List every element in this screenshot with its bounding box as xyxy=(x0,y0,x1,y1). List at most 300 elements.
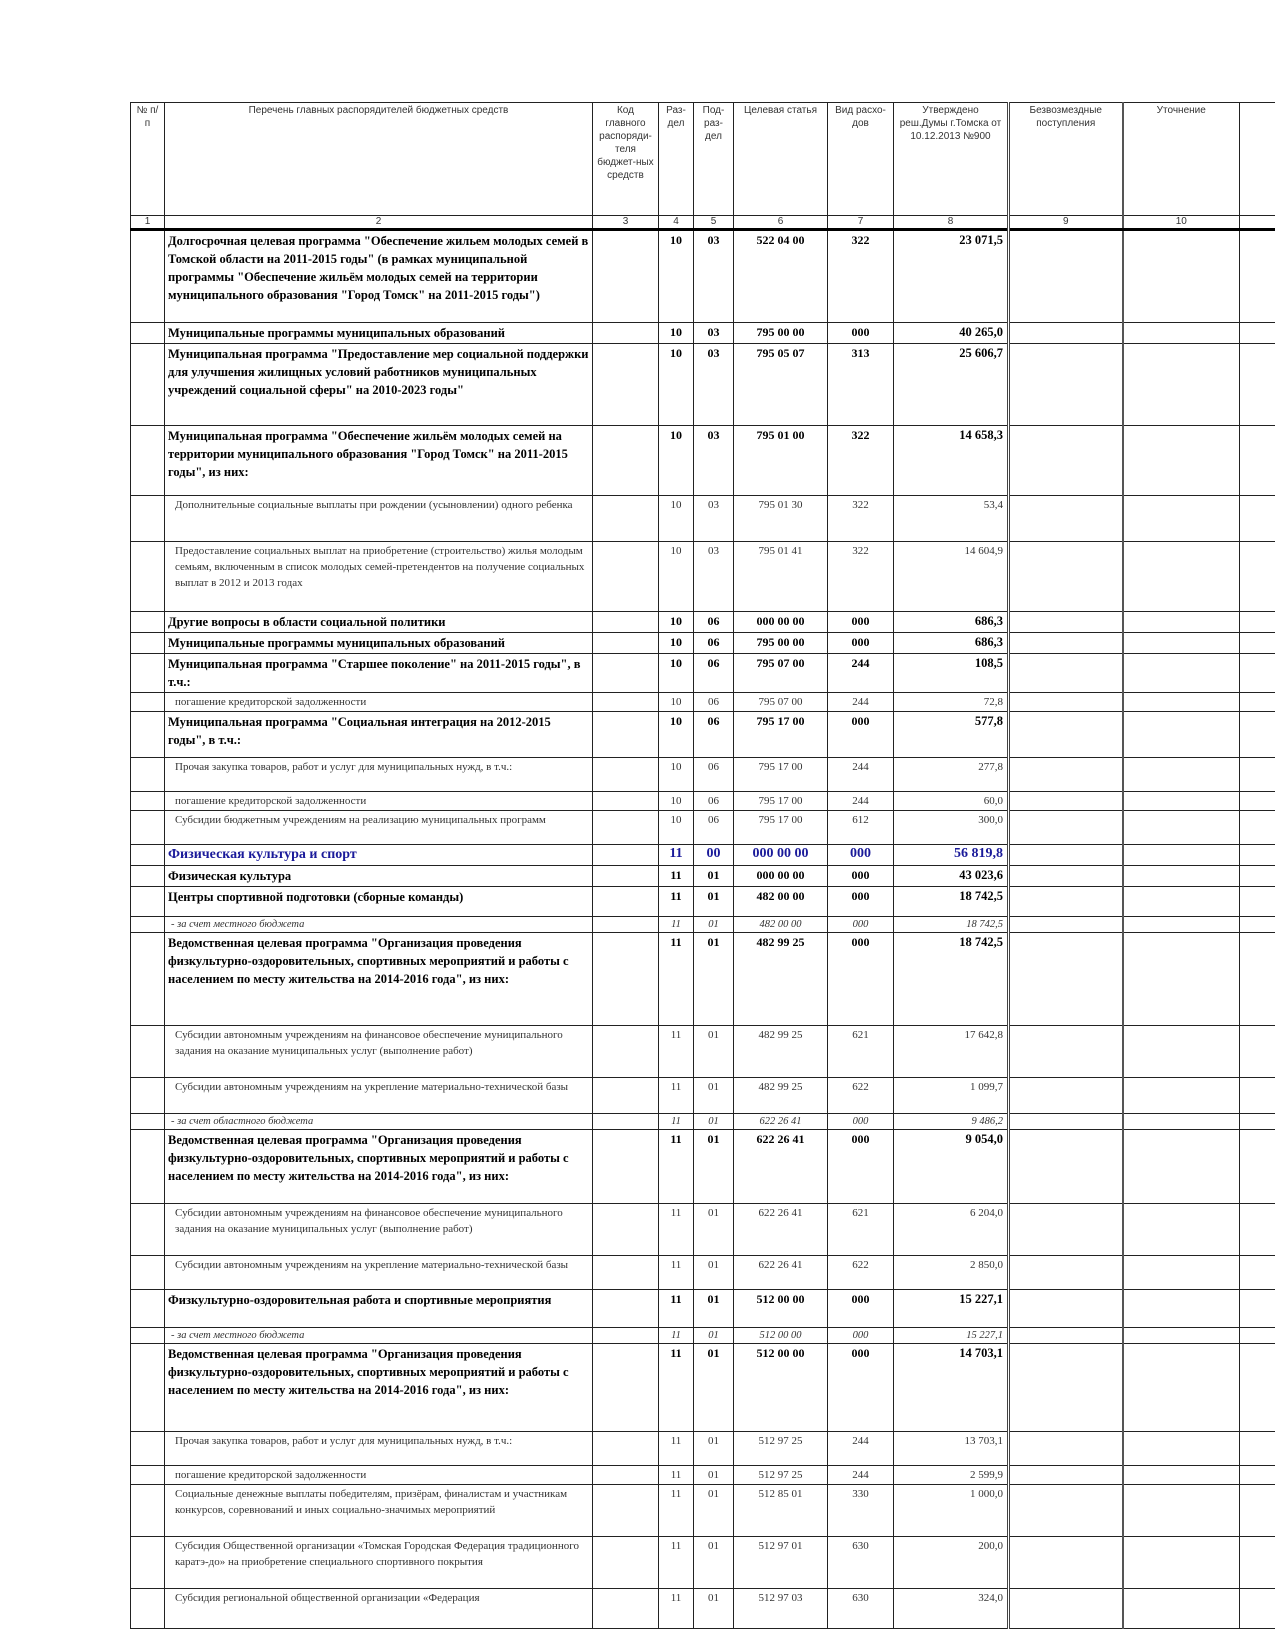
row-extra xyxy=(1240,1466,1275,1485)
column-number: 8 xyxy=(894,216,1009,230)
row-clarification xyxy=(1123,1130,1240,1204)
row-razdel: 11 xyxy=(659,1290,694,1328)
row-vid: 322 xyxy=(828,230,894,323)
row-clarification xyxy=(1123,496,1240,542)
column-number-row xyxy=(131,216,1275,230)
row-name: Дополнительные социальные выплаты при рождении (усыновлении) одного ребенка xyxy=(165,496,593,542)
row-grants xyxy=(1009,496,1123,542)
row-extra xyxy=(1240,712,1275,758)
row-podrazdel: 01 xyxy=(694,1256,734,1290)
row-amount: 60,0 xyxy=(894,792,1009,811)
row-extra xyxy=(1240,693,1275,712)
column-number: 9 xyxy=(1009,216,1123,230)
header-razdel: Раз-дел xyxy=(659,103,694,216)
row-podrazdel: 06 xyxy=(694,693,734,712)
row-razdel: 11 xyxy=(659,1078,694,1114)
row-target: 795 17 00 xyxy=(734,811,828,845)
row-name: Муниципальная программа "Социальная интеграция на 2012-2015 годы", в т.ч.: xyxy=(165,712,593,758)
row-amount: 1 000,0 xyxy=(894,1485,1009,1537)
table-row xyxy=(131,1290,1275,1328)
row-clarification xyxy=(1123,1328,1240,1344)
row-grants xyxy=(1009,1485,1123,1537)
budget-table xyxy=(130,102,1275,1629)
row-razdel: 10 xyxy=(659,542,694,612)
row-amount: 17 642,8 xyxy=(894,1026,1009,1078)
row-admin-code xyxy=(593,1537,659,1589)
row-target: 622 26 41 xyxy=(734,1114,828,1130)
row-grants xyxy=(1009,1130,1123,1204)
row-extra xyxy=(1240,1114,1275,1130)
row-vid: 322 xyxy=(828,542,894,612)
row-target: 512 00 00 xyxy=(734,1290,828,1328)
row-number xyxy=(131,1466,165,1485)
header-target: Целевая статья xyxy=(734,103,828,216)
row-target: 795 17 00 xyxy=(734,792,828,811)
row-admin-code xyxy=(593,654,659,693)
row-podrazdel: 03 xyxy=(694,323,734,344)
row-razdel: 11 xyxy=(659,1204,694,1256)
row-name: Субсидия Общественной организации «Томская Городская Федерация традиционного каратэ-до» на приобретение специального спортивного покрытия xyxy=(165,1537,593,1589)
row-number xyxy=(131,542,165,612)
row-name: Субсидии автономным учреждениям на укрепление материально-технической базы xyxy=(165,1256,593,1290)
row-amount: 72,8 xyxy=(894,693,1009,712)
row-grants xyxy=(1009,811,1123,845)
row-number xyxy=(131,1432,165,1466)
row-amount: 18 742,5 xyxy=(894,887,1009,917)
row-target: 622 26 41 xyxy=(734,1256,828,1290)
row-name: Муниципальная программа "Старшее поколение" на 2011-2015 годы", в т.ч.: xyxy=(165,654,593,693)
row-clarification xyxy=(1123,1432,1240,1466)
row-vid: 621 xyxy=(828,1204,894,1256)
row-clarification xyxy=(1123,887,1240,917)
row-target: 795 00 00 xyxy=(734,633,828,654)
row-number xyxy=(131,1078,165,1114)
header-number: № п/п xyxy=(131,103,165,216)
row-number xyxy=(131,633,165,654)
row-number xyxy=(131,811,165,845)
row-grants xyxy=(1009,866,1123,887)
table-row xyxy=(131,1432,1275,1466)
row-number xyxy=(131,344,165,426)
row-admin-code xyxy=(593,866,659,887)
row-amount: 18 742,5 xyxy=(894,917,1009,933)
row-admin-code xyxy=(593,792,659,811)
row-extra xyxy=(1240,496,1275,542)
row-vid: 244 xyxy=(828,693,894,712)
row-target: 512 97 25 xyxy=(734,1466,828,1485)
row-number xyxy=(131,933,165,1026)
row-extra xyxy=(1240,1130,1275,1204)
row-extra xyxy=(1240,654,1275,693)
row-podrazdel: 01 xyxy=(694,1130,734,1204)
row-number xyxy=(131,1328,165,1344)
row-target: 622 26 41 xyxy=(734,1130,828,1204)
row-podrazdel: 03 xyxy=(694,344,734,426)
row-vid: 000 xyxy=(828,1290,894,1328)
column-number: 4 xyxy=(659,216,694,230)
row-vid: 000 xyxy=(828,1130,894,1204)
row-extra xyxy=(1240,758,1275,792)
row-target: 795 00 00 xyxy=(734,323,828,344)
row-target: 795 05 07 xyxy=(734,344,828,426)
row-admin-code xyxy=(593,1256,659,1290)
row-amount: 15 227,1 xyxy=(894,1290,1009,1328)
row-razdel: 11 xyxy=(659,933,694,1026)
row-number xyxy=(131,845,165,866)
row-razdel: 10 xyxy=(659,426,694,496)
row-number xyxy=(131,1290,165,1328)
table-row xyxy=(131,866,1275,887)
row-vid: 000 xyxy=(828,866,894,887)
column-number: 2 xyxy=(165,216,593,230)
row-number xyxy=(131,758,165,792)
table-row xyxy=(131,323,1275,344)
table-row xyxy=(131,1130,1275,1204)
row-extra xyxy=(1240,1290,1275,1328)
row-clarification xyxy=(1123,323,1240,344)
row-grants xyxy=(1009,426,1123,496)
row-clarification xyxy=(1123,811,1240,845)
row-razdel: 11 xyxy=(659,1114,694,1130)
row-extra xyxy=(1240,1078,1275,1114)
row-number xyxy=(131,1026,165,1078)
row-target: 000 00 00 xyxy=(734,612,828,633)
row-target: 482 99 25 xyxy=(734,1026,828,1078)
row-target: 795 01 30 xyxy=(734,496,828,542)
row-podrazdel: 06 xyxy=(694,633,734,654)
row-grants xyxy=(1009,323,1123,344)
row-vid: 000 xyxy=(828,712,894,758)
row-amount: 324,0 xyxy=(894,1589,1009,1629)
row-number xyxy=(131,1256,165,1290)
row-razdel: 10 xyxy=(659,792,694,811)
row-razdel: 11 xyxy=(659,1328,694,1344)
table-row xyxy=(131,542,1275,612)
row-razdel: 11 xyxy=(659,917,694,933)
row-grants xyxy=(1009,344,1123,426)
row-target: 795 17 00 xyxy=(734,758,828,792)
row-name: Муниципальные программы муниципальных образований xyxy=(165,323,593,344)
row-number xyxy=(131,1204,165,1256)
row-clarification xyxy=(1123,1485,1240,1537)
row-grants xyxy=(1009,1290,1123,1328)
row-razdel: 11 xyxy=(659,1130,694,1204)
row-amount: 43 023,6 xyxy=(894,866,1009,887)
row-vid: 244 xyxy=(828,1466,894,1485)
row-name: Долгосрочная целевая программа "Обеспечение жильем молодых семей в Томской области на 2011-2015 годы" (в рамках муниципальной программы "Обеспечение жильём молодых семей на территории муниципального образования "Город Томск" на 2011-2015 годы") xyxy=(165,230,593,323)
row-grants xyxy=(1009,612,1123,633)
row-number xyxy=(131,1114,165,1130)
row-vid: 622 xyxy=(828,1256,894,1290)
row-admin-code xyxy=(593,542,659,612)
row-number xyxy=(131,866,165,887)
row-podrazdel: 01 xyxy=(694,1204,734,1256)
row-target: 795 17 00 xyxy=(734,712,828,758)
header-vid: Вид расхо-дов xyxy=(828,103,894,216)
row-razdel: 10 xyxy=(659,496,694,542)
row-podrazdel: 01 xyxy=(694,1485,734,1537)
table-row xyxy=(131,230,1275,323)
row-vid: 244 xyxy=(828,1432,894,1466)
row-vid: 000 xyxy=(828,845,894,866)
table-row xyxy=(131,792,1275,811)
row-podrazdel: 01 xyxy=(694,917,734,933)
row-extra xyxy=(1240,1432,1275,1466)
row-grants xyxy=(1009,230,1123,323)
row-admin-code xyxy=(593,1328,659,1344)
row-clarification xyxy=(1123,712,1240,758)
row-razdel: 10 xyxy=(659,811,694,845)
row-vid: 244 xyxy=(828,792,894,811)
row-grants xyxy=(1009,845,1123,866)
row-name: погашение кредиторской задолженности xyxy=(165,1466,593,1485)
row-extra xyxy=(1240,1204,1275,1256)
row-clarification xyxy=(1123,426,1240,496)
row-name: Субсидии автономным учреждениям на укрепление материально-технической базы xyxy=(165,1078,593,1114)
row-target: 795 07 00 xyxy=(734,654,828,693)
row-clarification xyxy=(1123,1589,1240,1629)
row-grants xyxy=(1009,1432,1123,1466)
row-name: Физическая культура и спорт xyxy=(165,845,593,866)
column-number: 1 xyxy=(131,216,165,230)
row-amount: 14 703,1 xyxy=(894,1344,1009,1432)
row-admin-code xyxy=(593,612,659,633)
row-clarification xyxy=(1123,633,1240,654)
row-extra xyxy=(1240,1256,1275,1290)
row-grants xyxy=(1009,1204,1123,1256)
row-name: погашение кредиторской задолженности xyxy=(165,792,593,811)
row-grants xyxy=(1009,1344,1123,1432)
row-name: Ведомственная целевая программа "Организация проведения физкультурно-оздоровительных, спортивных мероприятий и работы с населением по месту жительства на 2014-2016 года", из них: xyxy=(165,933,593,1026)
column-number-extra xyxy=(1240,216,1275,230)
row-amount: 277,8 xyxy=(894,758,1009,792)
row-grants xyxy=(1009,887,1123,917)
row-clarification xyxy=(1123,1114,1240,1130)
row-number xyxy=(131,917,165,933)
row-target: 512 97 01 xyxy=(734,1537,828,1589)
row-podrazdel: 03 xyxy=(694,496,734,542)
row-podrazdel: 01 xyxy=(694,1114,734,1130)
row-number xyxy=(131,792,165,811)
row-name: Субсидии автономным учреждениям на финансовое обеспечение муниципального задания на оказание муниципальных услуг (выполнение работ) xyxy=(165,1204,593,1256)
row-vid: 322 xyxy=(828,496,894,542)
row-admin-code xyxy=(593,811,659,845)
row-admin-code xyxy=(593,1432,659,1466)
row-clarification xyxy=(1123,693,1240,712)
row-amount: 15 227,1 xyxy=(894,1328,1009,1344)
row-amount: 14 604,9 xyxy=(894,542,1009,612)
row-podrazdel: 00 xyxy=(694,845,734,866)
row-grants xyxy=(1009,1589,1123,1629)
row-clarification xyxy=(1123,542,1240,612)
row-razdel: 10 xyxy=(659,712,694,758)
row-number xyxy=(131,1537,165,1589)
row-amount: 108,5 xyxy=(894,654,1009,693)
row-extra xyxy=(1240,1485,1275,1537)
row-grants xyxy=(1009,758,1123,792)
row-amount: 40 265,0 xyxy=(894,323,1009,344)
table-row xyxy=(131,1344,1275,1432)
row-admin-code xyxy=(593,845,659,866)
row-number xyxy=(131,230,165,323)
row-razdel: 11 xyxy=(659,1256,694,1290)
row-grants xyxy=(1009,633,1123,654)
row-admin-code xyxy=(593,323,659,344)
table-row xyxy=(131,758,1275,792)
table-row xyxy=(131,1078,1275,1114)
row-amount: 18 742,5 xyxy=(894,933,1009,1026)
row-razdel: 10 xyxy=(659,758,694,792)
row-name: Другие вопросы в области социальной политики xyxy=(165,612,593,633)
row-clarification xyxy=(1123,792,1240,811)
row-amount: 6 204,0 xyxy=(894,1204,1009,1256)
header-grants: Безвозмездные поступления xyxy=(1009,103,1123,216)
row-vid: 621 xyxy=(828,1026,894,1078)
row-name: Физкультурно-оздоровительная работа и спортивные мероприятия xyxy=(165,1290,593,1328)
row-razdel: 10 xyxy=(659,344,694,426)
row-target: 482 00 00 xyxy=(734,917,828,933)
header-code: Код главного распоряди-теля бюджет-ных средств xyxy=(593,103,659,216)
row-admin-code xyxy=(593,1589,659,1629)
row-razdel: 10 xyxy=(659,633,694,654)
row-razdel: 11 xyxy=(659,1589,694,1629)
row-extra xyxy=(1240,792,1275,811)
table-row xyxy=(131,1537,1275,1589)
row-amount: 2 850,0 xyxy=(894,1256,1009,1290)
row-admin-code xyxy=(593,917,659,933)
table-row xyxy=(131,845,1275,866)
row-vid: 244 xyxy=(828,654,894,693)
row-name: Субсидии бюджетным учреждениям на реализацию муниципальных программ xyxy=(165,811,593,845)
row-extra xyxy=(1240,542,1275,612)
row-amount: 9 486,2 xyxy=(894,1114,1009,1130)
row-extra xyxy=(1240,887,1275,917)
row-extra xyxy=(1240,1328,1275,1344)
row-amount: 300,0 xyxy=(894,811,1009,845)
row-name: Муниципальная программа "Обеспечение жильём молодых семей на территории муниципального образования "Город Томск" на 2011-2015 годы", из них: xyxy=(165,426,593,496)
row-vid: 630 xyxy=(828,1589,894,1629)
row-grants xyxy=(1009,712,1123,758)
row-number xyxy=(131,1344,165,1432)
row-razdel: 11 xyxy=(659,1537,694,1589)
row-podrazdel: 01 xyxy=(694,887,734,917)
row-vid: 000 xyxy=(828,917,894,933)
row-podrazdel: 01 xyxy=(694,1537,734,1589)
row-podrazdel: 01 xyxy=(694,1078,734,1114)
row-vid: 622 xyxy=(828,1078,894,1114)
row-podrazdel: 03 xyxy=(694,426,734,496)
row-vid: 000 xyxy=(828,1344,894,1432)
row-name: Субсидии автономным учреждениям на финансовое обеспечение муниципального задания на оказание муниципальных услуг (выполнение работ) xyxy=(165,1026,593,1078)
column-number: 7 xyxy=(828,216,894,230)
row-clarification xyxy=(1123,654,1240,693)
row-extra xyxy=(1240,1537,1275,1589)
row-clarification xyxy=(1123,344,1240,426)
row-clarification xyxy=(1123,230,1240,323)
row-vid: 322 xyxy=(828,426,894,496)
row-podrazdel: 06 xyxy=(694,792,734,811)
row-podrazdel: 06 xyxy=(694,654,734,693)
row-admin-code xyxy=(593,633,659,654)
row-amount: 9 054,0 xyxy=(894,1130,1009,1204)
row-clarification xyxy=(1123,758,1240,792)
row-vid: 630 xyxy=(828,1537,894,1589)
row-number xyxy=(131,1130,165,1204)
row-podrazdel: 06 xyxy=(694,712,734,758)
row-name: Ведомственная целевая программа "Организация проведения физкультурно-оздоровительных, спортивных мероприятий и работы с населением по месту жительства на 2014-2016 года", из них: xyxy=(165,1344,593,1432)
row-name: Центры спортивной подготовки (сборные команды) xyxy=(165,887,593,917)
row-admin-code xyxy=(593,1114,659,1130)
row-name: погашение кредиторской задолженности xyxy=(165,693,593,712)
row-target: 482 99 25 xyxy=(734,1078,828,1114)
row-amount: 2 599,9 xyxy=(894,1466,1009,1485)
row-name: - за счет областного бюджета xyxy=(165,1114,593,1130)
row-podrazdel: 01 xyxy=(694,1432,734,1466)
row-target: 000 00 00 xyxy=(734,866,828,887)
row-admin-code xyxy=(593,1078,659,1114)
table-header-row xyxy=(131,103,1275,216)
row-podrazdel: 01 xyxy=(694,1026,734,1078)
table-row xyxy=(131,654,1275,693)
table-row xyxy=(131,1204,1275,1256)
row-admin-code xyxy=(593,1204,659,1256)
row-extra xyxy=(1240,1589,1275,1629)
row-extra xyxy=(1240,344,1275,426)
table-row xyxy=(131,811,1275,845)
row-amount: 686,3 xyxy=(894,633,1009,654)
row-admin-code xyxy=(593,887,659,917)
row-target: 512 97 03 xyxy=(734,1589,828,1629)
row-admin-code xyxy=(593,1344,659,1432)
row-vid: 330 xyxy=(828,1485,894,1537)
row-number xyxy=(131,426,165,496)
row-razdel: 10 xyxy=(659,230,694,323)
row-extra xyxy=(1240,1344,1275,1432)
row-extra xyxy=(1240,1026,1275,1078)
row-name: Физическая культура xyxy=(165,866,593,887)
table-row xyxy=(131,1466,1275,1485)
row-clarification xyxy=(1123,866,1240,887)
row-vid: 000 xyxy=(828,633,894,654)
row-admin-code xyxy=(593,1485,659,1537)
table-row xyxy=(131,693,1275,712)
row-razdel: 11 xyxy=(659,1026,694,1078)
row-number xyxy=(131,496,165,542)
row-grants xyxy=(1009,542,1123,612)
row-razdel: 10 xyxy=(659,612,694,633)
row-name: - за счет местного бюджета xyxy=(165,1328,593,1344)
header-clarification: Уточнение xyxy=(1123,103,1240,216)
row-vid: 000 xyxy=(828,1328,894,1344)
row-vid: 000 xyxy=(828,612,894,633)
column-number: 10 xyxy=(1123,216,1240,230)
row-target: 512 00 00 xyxy=(734,1344,828,1432)
row-amount: 1 099,7 xyxy=(894,1078,1009,1114)
row-grants xyxy=(1009,1114,1123,1130)
row-extra xyxy=(1240,230,1275,323)
row-extra xyxy=(1240,933,1275,1026)
row-razdel: 11 xyxy=(659,1432,694,1466)
row-amount: 577,8 xyxy=(894,712,1009,758)
table-row xyxy=(131,1114,1275,1130)
row-target: 512 00 00 xyxy=(734,1328,828,1344)
row-admin-code xyxy=(593,1466,659,1485)
row-number xyxy=(131,612,165,633)
table-row xyxy=(131,1256,1275,1290)
header-extra xyxy=(1240,103,1275,216)
row-grants xyxy=(1009,1256,1123,1290)
row-clarification xyxy=(1123,1344,1240,1432)
